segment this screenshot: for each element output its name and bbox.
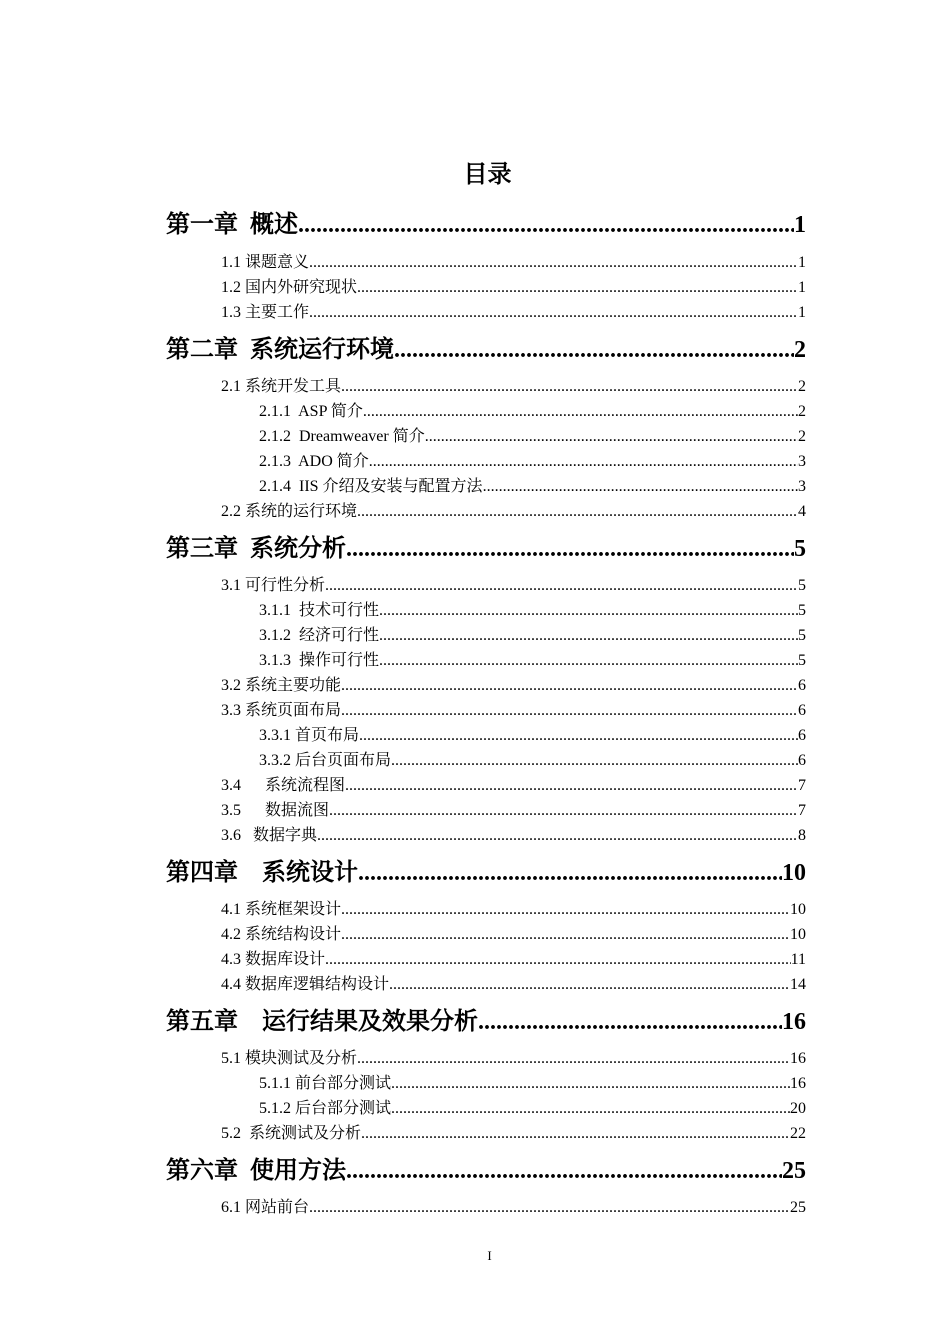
entry-page-number: 7 (798, 777, 806, 794)
entry-gap (291, 652, 299, 669)
entry-title: 后台页面布局 (295, 752, 392, 769)
dot-leader (341, 673, 798, 698)
entry-gap (238, 337, 250, 363)
entry-page-number: 5 (798, 627, 806, 644)
dot-leader (391, 1071, 790, 1096)
dot-leader (394, 333, 794, 367)
entry-page-number: 10 (790, 926, 806, 943)
toc-chapter-entry[interactable] (166, 333, 806, 367)
entry-label (221, 573, 325, 598)
entry-title: 可行性分析 (245, 577, 326, 594)
entry-number: 2.1.4 (259, 478, 291, 495)
dot-leader (361, 1121, 790, 1146)
entry-label (166, 1005, 478, 1039)
toc-chapter-entry[interactable] (166, 208, 806, 242)
entry-number: 1.1 (221, 254, 241, 271)
entry-title: 主要工作 (245, 304, 310, 321)
entry-title: 系统结构设计 (245, 926, 342, 943)
toc-section-entry[interactable] (221, 773, 806, 798)
dot-leader (345, 773, 798, 798)
entry-label (221, 673, 341, 698)
entry-number: 第五章 (166, 1009, 238, 1035)
entry-gap (291, 627, 299, 644)
toc-section-entry[interactable] (221, 1121, 806, 1146)
entry-page-number: 20 (790, 1100, 806, 1117)
entry-gap (241, 802, 265, 819)
entry-title: 系统运行环境 (250, 337, 394, 363)
entry-title: 使用方法 (250, 1158, 346, 1184)
entry-title: 模块测试及分析 (245, 1050, 358, 1067)
entry-gap (241, 777, 265, 794)
entry-page-number: 2 (798, 428, 806, 445)
entry-label (221, 374, 341, 399)
entry-page-number: 8 (798, 827, 806, 844)
entry-number: 2.1.2 (259, 428, 291, 445)
toc-chapter-entry[interactable] (166, 856, 806, 890)
dot-leader (425, 424, 798, 449)
dot-leader (346, 1154, 782, 1188)
toc-section-entry[interactable] (221, 673, 806, 698)
entry-page-number: 2 (798, 403, 806, 420)
entry-page-number: 3 (798, 453, 806, 470)
toc-section-entry[interactable] (221, 922, 806, 947)
toc-section-entry[interactable] (221, 1195, 806, 1220)
entry-title: 运行结果及效果分析 (262, 1009, 478, 1035)
entry-title: ADO 简介 (298, 453, 369, 470)
entry-number: 4.3 (221, 951, 241, 968)
entry-number: 2.2 (221, 503, 241, 520)
entry-number: 3.6 (221, 827, 241, 844)
toc-subsection-entry[interactable] (259, 449, 806, 474)
toc-subsection-entry[interactable] (259, 648, 806, 673)
toc-subsection-entry[interactable] (259, 748, 806, 773)
entry-number: 第四章 (166, 860, 238, 886)
entry-label (259, 1071, 391, 1096)
entry-label (221, 897, 341, 922)
entry-title: 前台部分测试 (295, 1075, 392, 1092)
entry-number: 2.1 (221, 378, 241, 395)
entry-page-number: 25 (782, 1158, 806, 1184)
entry-gap (238, 212, 250, 238)
entry-label (259, 399, 363, 424)
dot-leader (363, 399, 798, 424)
entry-page-number: 6 (798, 727, 806, 744)
entry-label (166, 856, 358, 890)
entry-page-number: 5 (794, 536, 806, 562)
toc-section-entry[interactable] (221, 275, 806, 300)
entry-number: 3.1.2 (259, 627, 291, 644)
entry-label (259, 648, 379, 673)
entry-page-number: 4 (798, 503, 806, 520)
entry-title: 经济可行性 (299, 627, 380, 644)
entry-label (259, 1096, 391, 1121)
entry-number: 第一章 (166, 212, 238, 238)
toc-section-entry[interactable] (221, 823, 806, 848)
toc-section-entry[interactable] (221, 374, 806, 399)
toc-subsection-entry[interactable] (259, 1071, 806, 1096)
entry-label (166, 333, 394, 367)
entry-label (259, 598, 379, 623)
entry-gap (241, 827, 253, 844)
entry-label (221, 1195, 309, 1220)
entry-label (221, 250, 309, 275)
dot-leader (325, 573, 798, 598)
entry-page-number: 6 (798, 677, 806, 694)
entry-gap (291, 478, 299, 495)
entry-number: 2.1.1 (259, 403, 291, 420)
entry-title: ASP 简介 (298, 403, 363, 420)
entry-page-number: 5 (798, 602, 806, 619)
entry-number: 第六章 (166, 1158, 238, 1184)
dot-leader (359, 723, 798, 748)
entry-title: 国内外研究现状 (245, 279, 358, 296)
entry-page-number: 6 (798, 702, 806, 719)
entry-number: 5.1 (221, 1050, 241, 1067)
entry-label (166, 208, 298, 242)
toc-subsection-entry[interactable] (259, 1096, 806, 1121)
page-number: I (487, 1248, 492, 1263)
toc-section-entry[interactable] (221, 573, 806, 598)
dot-leader (389, 972, 790, 997)
entry-label (221, 300, 309, 325)
toc-subsection-entry[interactable] (259, 598, 806, 623)
toc-section-entry[interactable] (221, 250, 806, 275)
entry-title: 系统页面布局 (245, 702, 342, 719)
entry-label (259, 474, 483, 499)
entry-page-number: 1 (798, 279, 806, 296)
entry-number: 5.2 (221, 1125, 241, 1142)
entry-label (221, 972, 389, 997)
entry-gap (238, 860, 262, 886)
dot-leader (379, 623, 798, 648)
dot-leader (379, 648, 798, 673)
entry-number: 3.1.3 (259, 652, 291, 669)
entry-page-number: 16 (790, 1075, 806, 1092)
toc-subsection-entry[interactable] (259, 399, 806, 424)
toc-section-entry[interactable] (221, 499, 806, 524)
entry-label (221, 275, 357, 300)
entry-title: 系统的运行环境 (245, 503, 358, 520)
toc-subsection-entry[interactable] (259, 474, 806, 499)
dot-leader (478, 1005, 782, 1039)
entry-number: 3.5 (221, 802, 241, 819)
entry-title: 数据库设计 (245, 951, 326, 968)
dot-leader (329, 798, 798, 823)
entry-label (221, 947, 325, 972)
toc-chapter-entry[interactable] (166, 532, 806, 566)
entry-number: 3.1.1 (259, 602, 291, 619)
entry-page-number: 16 (790, 1050, 806, 1067)
dot-leader (298, 208, 794, 242)
entry-title: 系统分析 (250, 536, 346, 562)
entry-number: 3.2 (221, 677, 241, 694)
entry-page-number: 14 (790, 976, 806, 993)
dot-leader (369, 449, 798, 474)
dot-leader (357, 275, 798, 300)
entry-gap (238, 1158, 250, 1184)
toc-section-entry[interactable] (221, 1046, 806, 1071)
entry-title: Dreamweaver 简介 (299, 428, 425, 445)
entry-label (221, 773, 345, 798)
entry-page-number: 25 (790, 1199, 806, 1216)
entry-page-number: 3 (798, 478, 806, 495)
entry-page-number: 10 (782, 860, 806, 886)
toc-section-entry[interactable] (221, 897, 806, 922)
entry-gap (291, 602, 299, 619)
entry-title: 操作可行性 (299, 652, 380, 669)
entry-number: 3.3 (221, 702, 241, 719)
entry-title: 技术可行性 (299, 602, 380, 619)
entry-label (221, 798, 329, 823)
dot-leader (483, 474, 798, 499)
entry-number: 5.1.2 (259, 1100, 291, 1117)
entry-page-number: 7 (798, 802, 806, 819)
entry-page-number: 6 (798, 752, 806, 769)
dot-leader (358, 856, 782, 890)
entry-title: 系统测试及分析 (249, 1125, 362, 1142)
entry-label (221, 1046, 357, 1071)
entry-label (221, 823, 317, 848)
dot-leader (309, 1195, 790, 1220)
entry-number: 3.3.2 (259, 752, 291, 769)
toc-section-entry[interactable] (221, 972, 806, 997)
entry-page-number: 1 (798, 304, 806, 321)
entry-label (259, 424, 425, 449)
entry-page-number: 2 (798, 378, 806, 395)
entry-page-number: 5 (798, 577, 806, 594)
toc-title: 目录 (463, 162, 512, 188)
entry-page-number: 22 (790, 1125, 806, 1142)
dot-leader (341, 374, 798, 399)
entry-label (259, 723, 359, 748)
entry-number: 第二章 (166, 337, 238, 363)
entry-number: 3.3.1 (259, 727, 291, 744)
entry-label (221, 1121, 361, 1146)
entry-title: 数据字典 (253, 827, 318, 844)
toc-chapter-entry[interactable] (166, 1154, 806, 1188)
entry-number: 6.1 (221, 1199, 241, 1216)
entry-title: 数据流图 (265, 802, 330, 819)
dot-leader (391, 748, 798, 773)
dot-leader (357, 1046, 790, 1071)
toc-section-entry[interactable] (221, 698, 806, 723)
entry-number: 4.2 (221, 926, 241, 943)
dot-leader (325, 947, 791, 972)
entry-number: 3.1 (221, 577, 241, 594)
entry-title: 系统流程图 (265, 777, 346, 794)
entry-title: 系统主要功能 (245, 677, 342, 694)
entry-label (221, 499, 357, 524)
entry-label (221, 922, 341, 947)
entry-page-number: 1 (798, 254, 806, 271)
entry-title: 网站前台 (245, 1199, 310, 1216)
dot-leader (341, 698, 798, 723)
entry-gap (238, 536, 250, 562)
dot-leader (391, 1096, 790, 1121)
entry-page-number: 1 (794, 212, 806, 238)
entry-gap (291, 428, 299, 445)
entry-label (166, 1154, 346, 1188)
entry-title: 系统框架设计 (245, 901, 342, 918)
toc-subsection-entry[interactable] (259, 623, 806, 648)
entry-title: 系统开发工具 (245, 378, 342, 395)
entry-title: 系统设计 (262, 860, 358, 886)
toc-chapter-entry[interactable] (166, 1005, 806, 1039)
entry-page-number: 10 (790, 901, 806, 918)
entry-page-number: 11 (790, 951, 806, 968)
entry-page-number: 16 (782, 1009, 806, 1035)
entry-number: 4.1 (221, 901, 241, 918)
entry-gap (241, 1125, 249, 1142)
dot-leader (346, 532, 794, 566)
entry-number: 3.4 (221, 777, 241, 794)
dot-leader (341, 897, 790, 922)
entry-page-number: 2 (794, 337, 806, 363)
dot-leader (317, 823, 798, 848)
entry-number: 2.1.3 (259, 453, 291, 470)
entry-number: 1.3 (221, 304, 241, 321)
entry-title: 概述 (250, 212, 298, 238)
entry-title: 后台部分测试 (295, 1100, 392, 1117)
dot-leader (357, 499, 798, 524)
entry-label (259, 623, 379, 648)
entry-label (259, 748, 391, 773)
entry-gap (238, 1009, 262, 1035)
entry-number: 1.2 (221, 279, 241, 296)
entry-title: 课题意义 (245, 254, 310, 271)
dot-leader (309, 250, 798, 275)
toc-section-entry[interactable] (221, 300, 806, 325)
entry-title: IIS 介绍及安装与配置方法 (299, 478, 483, 495)
entry-number: 4.4 (221, 976, 241, 993)
dot-leader (309, 300, 798, 325)
toc-section-entry[interactable] (221, 798, 806, 823)
entry-label (166, 532, 346, 566)
entry-page-number: 5 (798, 652, 806, 669)
entry-title: 数据库逻辑结构设计 (245, 976, 390, 993)
entry-number: 第三章 (166, 536, 238, 562)
toc-subsection-entry[interactable] (259, 723, 806, 748)
entry-title: 首页布局 (295, 727, 360, 744)
entry-label (259, 449, 369, 474)
dot-leader (341, 922, 790, 947)
toc-section-entry[interactable] (221, 947, 806, 972)
entry-label (221, 698, 341, 723)
dot-leader (379, 598, 798, 623)
toc-subsection-entry[interactable] (259, 424, 806, 449)
entry-number: 5.1.1 (259, 1075, 291, 1092)
